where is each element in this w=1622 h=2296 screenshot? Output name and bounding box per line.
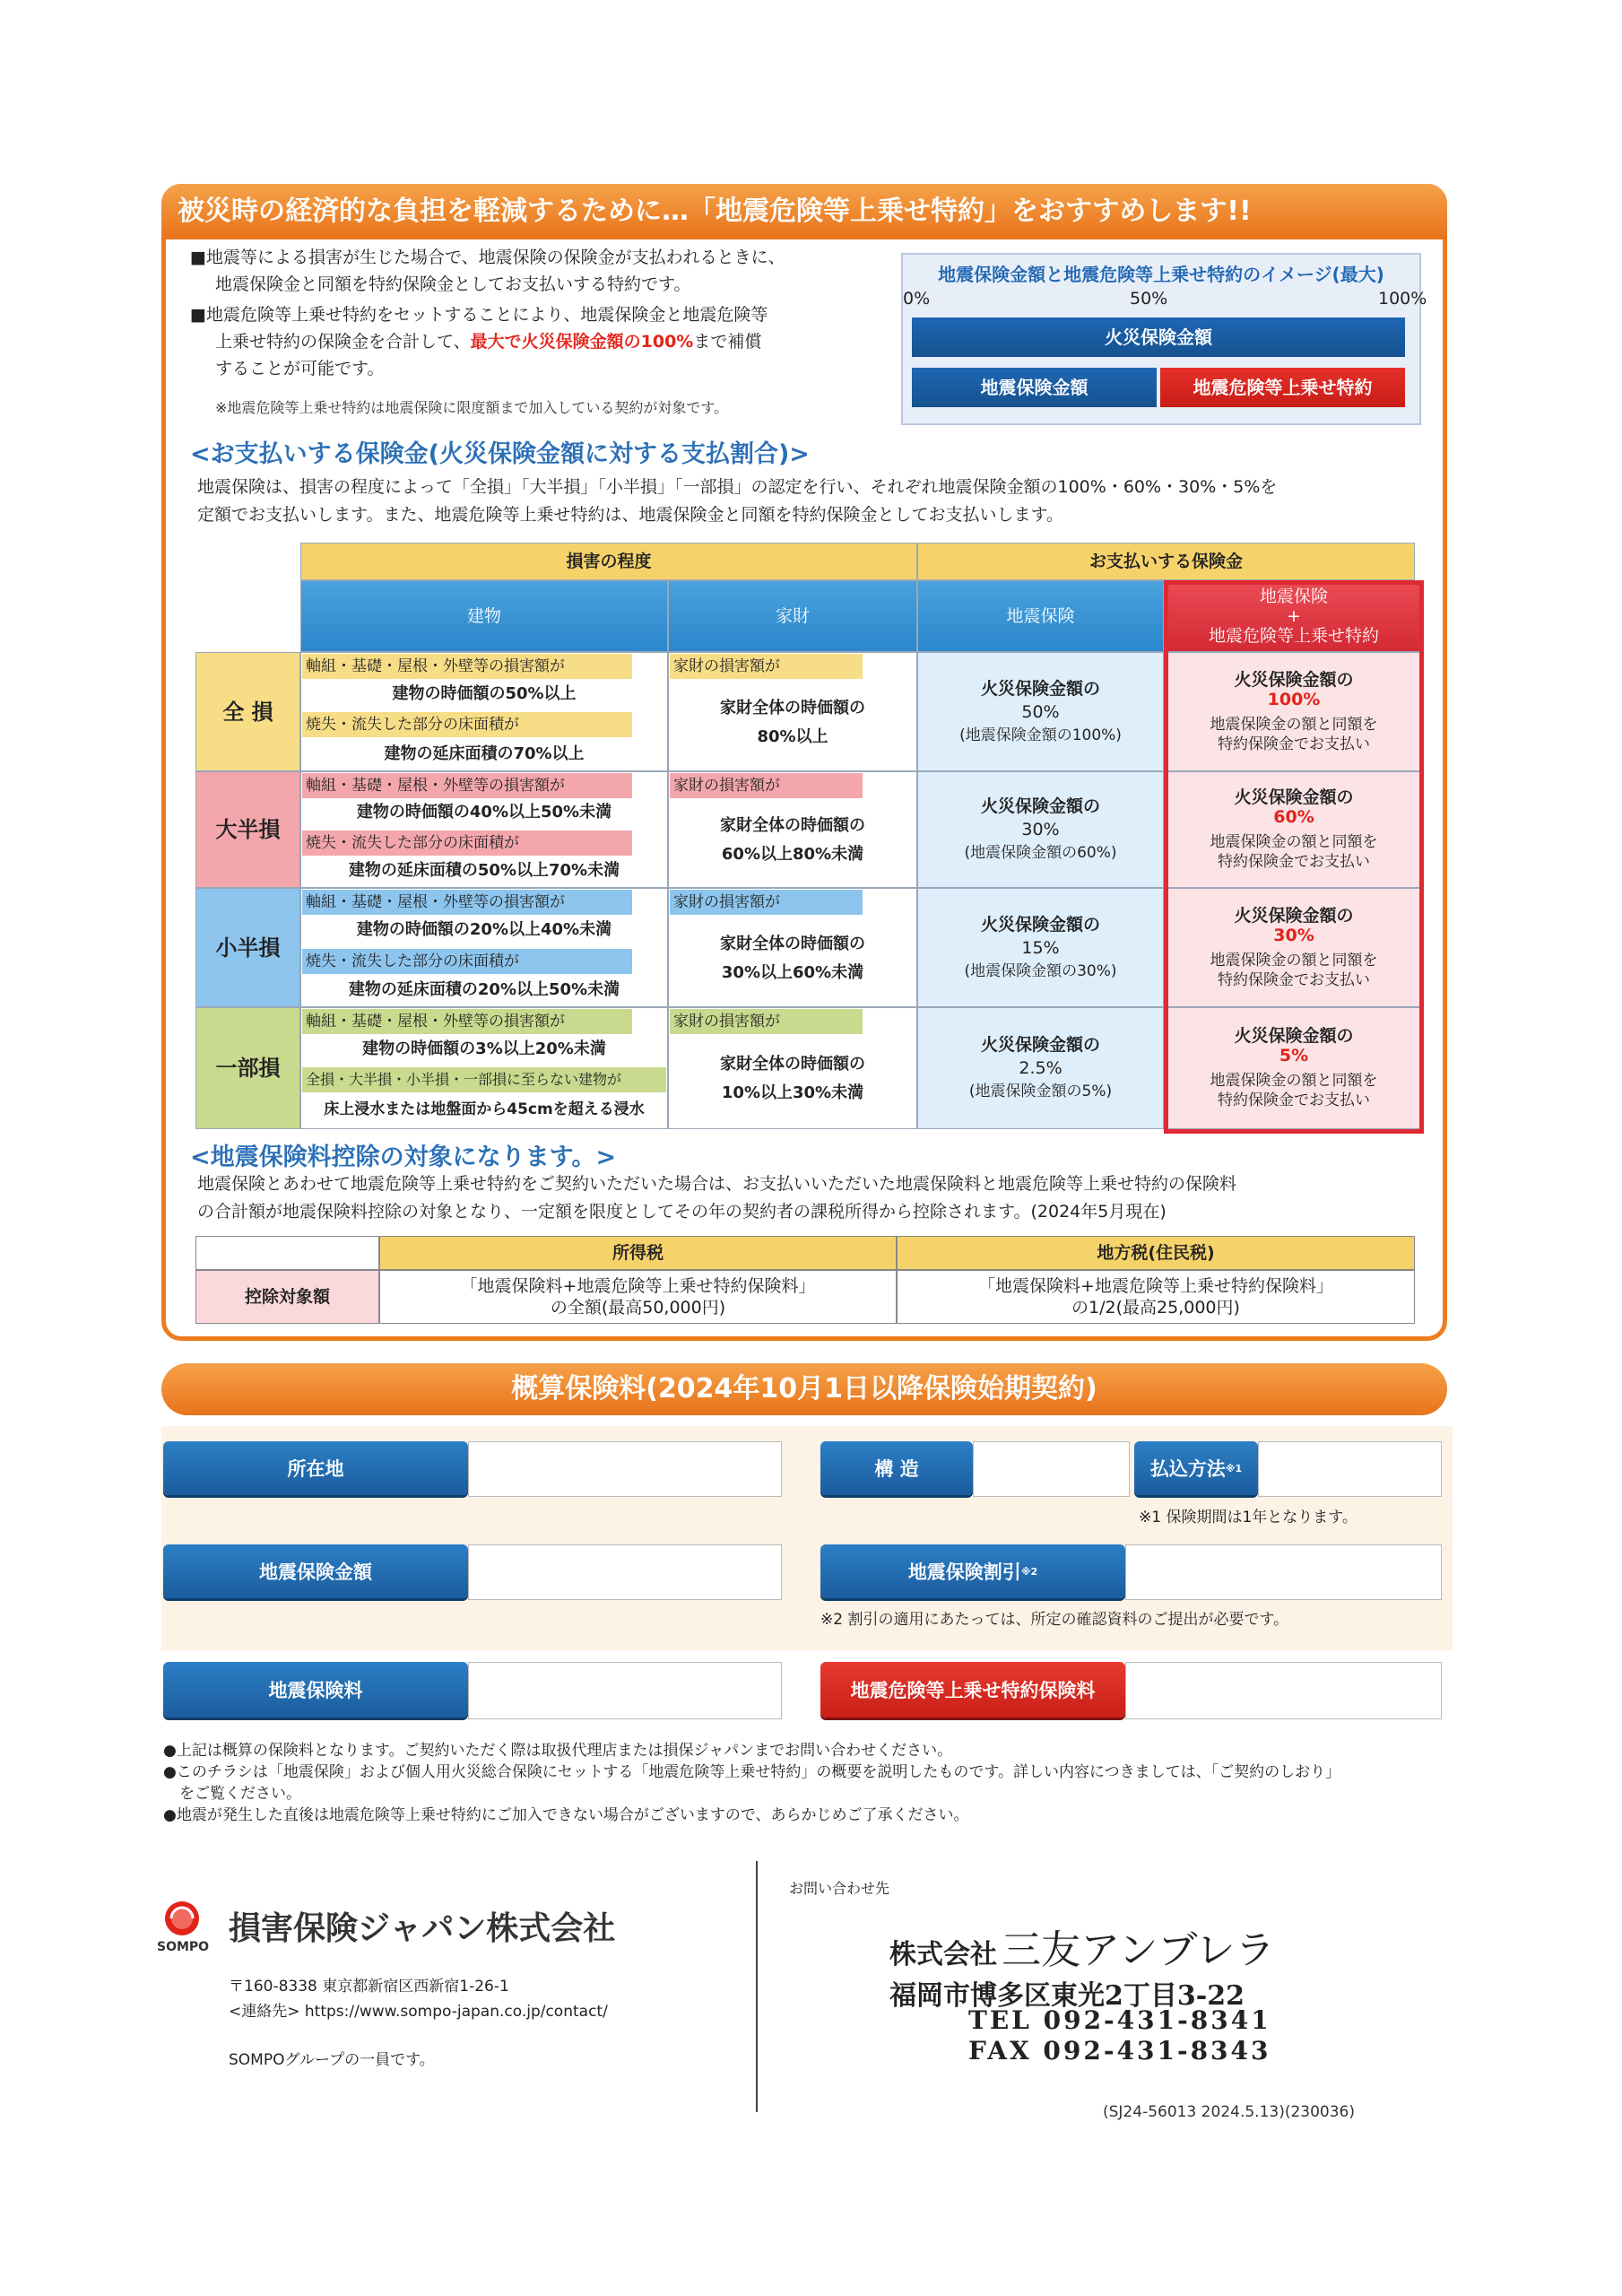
footnote-2a: ●このチラシは「地震保険」および個人用火災総合保険にセットする「地震危険等上乗せ特約」の概要を説明したものです。詳しい内容につきましては、「ご契約のしおり」	[163, 1763, 1341, 1781]
payment-method-text: 払込方法	[1149, 1458, 1226, 1480]
building-tag-2: 焼失・流失した部分の床面積が	[302, 712, 632, 737]
note-2: ※2 割引の適用にあたっては、所定の確認資料のご提出が必要です。	[820, 1611, 1289, 1629]
footnote-2b: をご覧ください。	[179, 1785, 301, 1803]
combined-line-1: 火災保険金額の	[1234, 669, 1354, 690]
payment-method-field[interactable]	[1258, 1441, 1442, 1497]
bullet-2-line-3: することが可能です。	[215, 359, 385, 378]
building-tag-1: 軸組・基礎・屋根・外壁等の損害額が	[302, 773, 632, 798]
quake-amount-label: 地震保険金額	[163, 1544, 468, 1598]
row-label-partial: 一部損	[195, 1007, 300, 1129]
combined-line-1: 火災保険金額の	[1234, 905, 1354, 926]
section-header: 被災時の経済的な負担を軽減するために…「地震危険等上乗せ特約」をおすすめします!!	[161, 184, 1447, 239]
company-address: 〒160-8338 東京都新宿区西新宿1-26-1	[229, 1978, 509, 1996]
bullet-2-line-1: ■地震危険等上乗せ特約をセットすることにより、地震保険金と地震危険等	[190, 305, 768, 325]
building-value-1: 建物の時価額の50%以上	[392, 684, 577, 703]
header-quake-insurance: 地震保険	[917, 580, 1164, 652]
sompo-logo-text: SOMPO	[157, 1940, 210, 1954]
combined-line-3: 地震保険金の額と同額を	[1210, 715, 1378, 734]
income-tax-value	[379, 1270, 897, 1324]
row-label-total-loss: 全 損	[195, 652, 300, 771]
rider-bar: 地震危険等上乗せ特約	[1160, 368, 1405, 407]
tick-50: 50%	[1130, 289, 1168, 309]
quake-payment-line-1: 火災保険金額の	[980, 1035, 1100, 1055]
rider-premium-field[interactable]	[1125, 1662, 1442, 1719]
household-tag: 家財の損害額が	[670, 890, 863, 915]
combined-line-3: 地震保険金の額と同額を	[1210, 833, 1378, 851]
quake-discount-sup: ※2	[1020, 1565, 1038, 1578]
building-value-2: 建物の延床面積の20%以上50%未満	[348, 980, 620, 999]
quake-payment-rate: 30%	[1021, 820, 1060, 839]
building-tag-1: 軸組・基礎・屋根・外壁等の損害額が	[302, 654, 632, 679]
bullet-2-text-b: まで補償	[693, 332, 762, 352]
tick-100: 100%	[1378, 289, 1427, 309]
deduction-paragraph	[197, 1170, 1426, 1226]
building-value-1: 建物の時価額の3%以上20%未満	[362, 1039, 606, 1058]
quake-discount-text: 地震保険割引	[907, 1561, 1021, 1583]
household-value-1: 家財全体の時価額の	[720, 816, 865, 835]
location-field[interactable]	[468, 1441, 782, 1497]
quake-discount-field[interactable]	[1125, 1544, 1442, 1600]
quake-payment-line-1: 火災保険金額の	[980, 678, 1100, 699]
bullet-2-line-2	[190, 328, 898, 355]
quake-payment-rate: 2.5%	[1019, 1058, 1063, 1078]
agent-address: 福岡市博多区東光2丁目3-22	[889, 1980, 1245, 2012]
coverage-image-box	[901, 253, 1427, 425]
header-local-tax: 地方税(住民税)	[897, 1236, 1415, 1270]
deduction-heading: <地震保険料控除の対象になります。>	[190, 1144, 617, 1171]
footnotes	[163, 1740, 1454, 1826]
combined-line-3: 地震保険金の額と同額を	[1210, 1072, 1378, 1090]
footnote-3: ●地震が発生した直後は地震危険等上乗せ特約にご加入できない場合がございますので、あらかじめご了承ください。	[163, 1806, 969, 1824]
document-code: (SJ24-56013 2024.5.13)(230036)	[1103, 2103, 1355, 2121]
payment-paragraph-line-1: 地震保険は、損害の程度によって「全損」「大半損」「小半損」「一部損」の認定を行い、それぞれ地震保険金額の100%・60%・30%・5%を	[197, 477, 1278, 497]
deduction-paragraph-line-1: 地震保険とあわせて地震危険等上乗せ特約をご契約いただいた場合は、お支払いいただいた地震保険料と地震危険等上乗せ特約の保険料	[197, 1174, 1237, 1194]
building-tag-2: 焼失・流失した部分の床面積が	[302, 949, 632, 974]
household-tag: 家財の損害額が	[670, 654, 863, 679]
quake-payment-note: (地震保険金額の100%)	[959, 726, 1122, 744]
bullet-1	[190, 244, 898, 298]
payment-paragraph	[197, 474, 1426, 529]
local-tax-value	[897, 1270, 1415, 1324]
household-value-1: 家財全体の時価額の	[720, 699, 865, 718]
agent-label: お問い合わせ先	[789, 1880, 890, 1897]
footer-divider	[756, 1861, 758, 2112]
header-income-tax: 所得税	[379, 1236, 897, 1270]
combined-rate: 30%	[1273, 925, 1314, 945]
quake-payment-note: (地震保険金額の60%)	[964, 844, 1117, 862]
building-tag-2: 全損・大半損・小半損・一部損に至らない建物が	[302, 1067, 666, 1092]
quake-payment-line-1: 火災保険金額の	[980, 914, 1100, 935]
quake-amount-field[interactable]	[468, 1544, 782, 1600]
quake-payment-total	[917, 652, 1164, 771]
company-group: SOMPOグループの一員です。	[229, 2051, 435, 2069]
quake-premium-field[interactable]	[468, 1662, 782, 1719]
header-combined-plus: +	[1287, 606, 1301, 626]
household-value-2: 80%以上	[757, 727, 828, 746]
building-value-1: 建物の時価額の40%以上50%未満	[356, 803, 612, 822]
household-tag: 家財の損害額が	[670, 773, 863, 798]
combined-line-1: 火災保険金額の	[1234, 787, 1354, 807]
company-contact: <連絡先> https://www.sompo-japan.co.jp/contact/	[229, 2003, 608, 2021]
header-damage-degree: 損害の程度	[300, 543, 917, 580]
eligibility-note: ※地震危険等上乗せ特約は地震保険に限度額まで加入している契約が対象です。	[215, 399, 729, 416]
building-tag-1: 軸組・基礎・屋根・外壁等の損害額が	[302, 890, 632, 915]
building-value-1: 建物の時価額の20%以上40%未満	[356, 920, 612, 939]
income-tax-line-1: 「地震保険料+地震危険等上乗せ特約保険料」	[460, 1276, 816, 1296]
deduction-paragraph-line-2: の合計額が地震保険料控除の対象となり、一定額を限度としてその年の契約者の課税所得から控除されます。(2024年5月現在)	[197, 1202, 1167, 1222]
combined-line-4: 特約保険金でお支払い	[1218, 853, 1370, 871]
combined-line-4: 特約保険金でお支払い	[1218, 970, 1370, 989]
combined-rate: 60%	[1273, 807, 1314, 827]
combined-rate: 100%	[1267, 689, 1321, 709]
header-household: 家財	[668, 580, 917, 652]
agent-company: 三友アンブレラ	[1002, 1927, 1275, 1973]
income-tax-line-2: の全額(最高50,000円)	[550, 1298, 726, 1318]
building-value-2: 床上浸水または地盤面から45cmを超える浸水	[324, 1100, 645, 1118]
agent-fax: FAX 092-431-8343	[968, 2036, 1271, 2066]
deduction-label: 控除対象額	[195, 1270, 379, 1324]
building-tag-1: 軸組・基礎・屋根・外壁等の損害額が	[302, 1009, 632, 1034]
building-value-2: 建物の延床面積の70%以上	[384, 744, 585, 763]
deduction-corner	[195, 1236, 379, 1270]
header-building: 建物	[300, 580, 668, 652]
combined-line-4: 特約保険金でお支払い	[1218, 735, 1370, 753]
quake-amount-bar: 地震保険金額	[912, 368, 1157, 407]
household-value-2: 10%以上30%未満	[721, 1083, 864, 1102]
household-value-1: 家財全体の時価額の	[720, 1055, 865, 1074]
agent-name	[889, 1918, 1275, 1975]
bullet-2-highlight: 最大で火災保険金額の100%	[470, 332, 694, 352]
row-label-large-partial: 大半損	[195, 771, 300, 888]
quake-payment-partial	[917, 1007, 1164, 1129]
combined-rate: 5%	[1279, 1046, 1309, 1065]
quake-payment-line-1: 火災保険金額の	[980, 796, 1100, 816]
quake-payment-note: (地震保険金額の5%)	[968, 1083, 1113, 1100]
quake-payment-rate: 15%	[1021, 937, 1060, 958]
bullet-2	[190, 301, 898, 382]
fire-amount-bar: 火災保険金額	[912, 317, 1405, 357]
agent-prefix: 株式会社	[889, 1939, 997, 1970]
structure-label: 構 造	[820, 1441, 973, 1495]
household-value-1: 家財全体の時価額の	[720, 935, 865, 953]
footnote-1: ●上記は概算の保険料となります。ご契約いただく際は取扱代理店または損保ジャパンまでお問い合わせください。	[163, 1742, 953, 1760]
building-value-2: 建物の延床面積の50%以上70%未満	[348, 861, 620, 880]
quake-payment-large	[917, 771, 1164, 888]
header-combined-line-1: 地震保険	[1259, 587, 1328, 606]
quake-payment-small	[917, 888, 1164, 1007]
tick-0: 0%	[903, 289, 931, 309]
combined-line-4: 特約保険金でお支払い	[1218, 1091, 1370, 1109]
household-value-2: 30%以上60%未満	[721, 963, 864, 982]
payment-heading: <お支払いする保険金(火災保険金額に対する支払割合)>	[190, 440, 810, 468]
row-label-small-partial: 小半損	[195, 888, 300, 1007]
household-tag: 家財の損害額が	[670, 1009, 863, 1034]
local-tax-line-2: の1/2(最高25,000円)	[1071, 1298, 1240, 1318]
bullet-1-line-2: 地震保険金と同額を特約保険金としてお支払いする特約です。	[215, 274, 691, 294]
payment-method-sup: ※1	[1225, 1462, 1243, 1474]
sompo-logo-icon	[163, 1900, 201, 1937]
payment-paragraph-line-2: 定額でお支払いします。また、地震危険等上乗せ特約は、地震保険金と同額を特約保険金としてお支払いします。	[197, 505, 1063, 525]
payment-method-label	[1134, 1441, 1258, 1495]
local-tax-line-1: 「地震保険料+地震危険等上乗せ特約保険料」	[978, 1276, 1333, 1296]
header-combined-line-3: 地震危険等上乗せ特約	[1208, 626, 1379, 646]
note-1: ※1 保険期間は1年となります。	[1139, 1509, 1357, 1526]
structure-field[interactable]	[973, 1441, 1130, 1497]
company-name: 損害保険ジャパン株式会社	[229, 1910, 616, 1947]
bullet-2-text-a: 上乗せ特約の保険金を合計して、	[215, 332, 471, 352]
building-tag-2: 焼失・流失した部分の床面積が	[302, 831, 632, 856]
combined-line-3: 地震保険金の額と同額を	[1210, 951, 1378, 970]
bullet-1-line-1: ■地震等による損害が生じた場合で、地震保険の保険金が支払われるときに、	[190, 248, 785, 267]
combined-line-1: 火災保険金額の	[1234, 1026, 1354, 1046]
estimate-header: 概算保険料(2024年10月1日以降保険始期契約)	[161, 1363, 1447, 1415]
rider-premium-label: 地震危険等上乗せ特約保険料	[820, 1662, 1125, 1718]
combined-column-frame	[1164, 580, 1424, 1134]
agent-tel: TEL 092-431-8341	[968, 2005, 1271, 2035]
quake-payment-rate: 50%	[1021, 701, 1060, 722]
quake-payment-note: (地震保険金額の30%)	[964, 961, 1117, 980]
header-payment: お支払いする保険金	[917, 543, 1415, 580]
location-label: 所在地	[163, 1441, 468, 1495]
image-title: 地震保険金額と地震危険等上乗せ特約のイメージ(最大)	[938, 264, 1384, 285]
quake-premium-label: 地震保険料	[163, 1662, 468, 1718]
quake-discount-label	[820, 1544, 1125, 1598]
household-value-2: 60%以上80%未満	[721, 845, 864, 864]
